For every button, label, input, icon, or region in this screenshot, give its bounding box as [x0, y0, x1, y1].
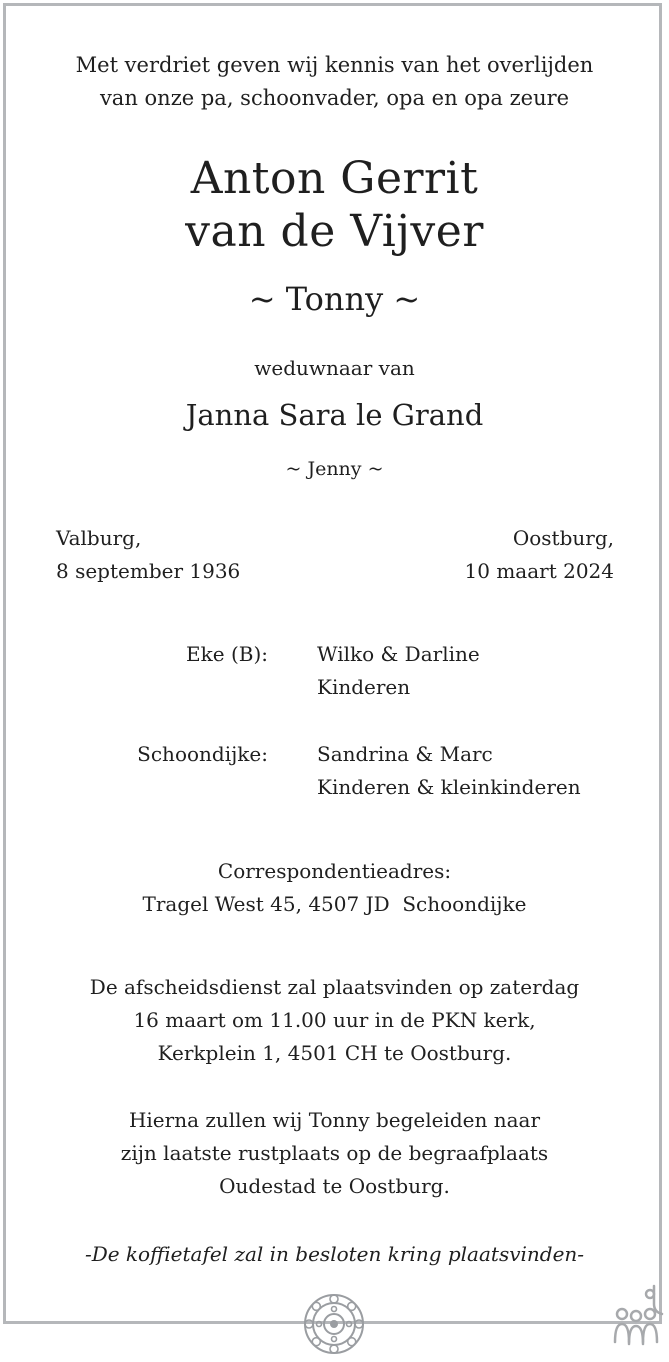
family-line: Kinderen: [317, 675, 411, 699]
name-line: van de Vijver: [185, 206, 484, 257]
spouse-name: Janna Sara le Grand: [185, 398, 484, 432]
nickname: ~ Tonny ~: [248, 280, 421, 318]
family-line: Kinderen & kleinkinderen: [317, 775, 581, 799]
correspondence-address: [0, 855, 669, 921]
family-members: [317, 738, 581, 804]
rosette-ornament-icon: [302, 1292, 366, 1356]
correspondence-address-line: Tragel West 45, 4507 JD Schoondijke: [142, 892, 527, 916]
family-line: Wilko & Darline: [317, 642, 480, 666]
people-logo-icon: [610, 1282, 668, 1348]
family-place: Eke (B):: [186, 642, 268, 666]
burial-info: [0, 1104, 669, 1203]
death-place: Oostburg,: [512, 526, 614, 550]
family-members: [317, 638, 480, 704]
death-info: [465, 522, 614, 588]
service-line: 16 maart om 11.00 uur in de PKN kerk,: [133, 1008, 536, 1032]
family-line: Sandrina & Marc: [317, 742, 493, 766]
closing-note: -De koffietafel zal in besloten kring plaatsvinden-: [84, 1242, 585, 1266]
burial-line: Hierna zullen wij Tonny begeleiden naar: [128, 1108, 541, 1132]
birth-info: [56, 522, 240, 588]
intro-text: [0, 49, 669, 115]
service-line: De afscheidsdienst zal plaatsvinden op zaterdag: [89, 975, 580, 999]
widower-of-label: weduwnaar van: [254, 356, 415, 380]
intro-line: van onze pa, schoonvader, opa en opa zeure: [99, 86, 570, 110]
deceased-name: [0, 152, 669, 258]
death-date: 10 maart 2024: [464, 559, 614, 583]
spouse-nickname: ~ Jenny ~: [285, 458, 384, 480]
service-line: Kerkplein 1, 4501 CH te Oostburg.: [157, 1041, 512, 1065]
name-line: Anton Gerrit: [190, 153, 479, 204]
birth-date: 8 september 1936: [56, 559, 241, 583]
birth-place: Valburg,: [56, 526, 142, 550]
intro-line: Met verdriet geven wij kennis van het overlijden: [75, 53, 594, 77]
burial-line: zijn laatste rustplaats op de begraafplaats: [120, 1141, 549, 1165]
service-info: [0, 971, 669, 1070]
family-place: Schoondijke:: [137, 742, 268, 766]
correspondence-label: Correspondentieadres:: [217, 859, 452, 883]
burial-line: Oudestad te Oostburg.: [219, 1174, 450, 1198]
